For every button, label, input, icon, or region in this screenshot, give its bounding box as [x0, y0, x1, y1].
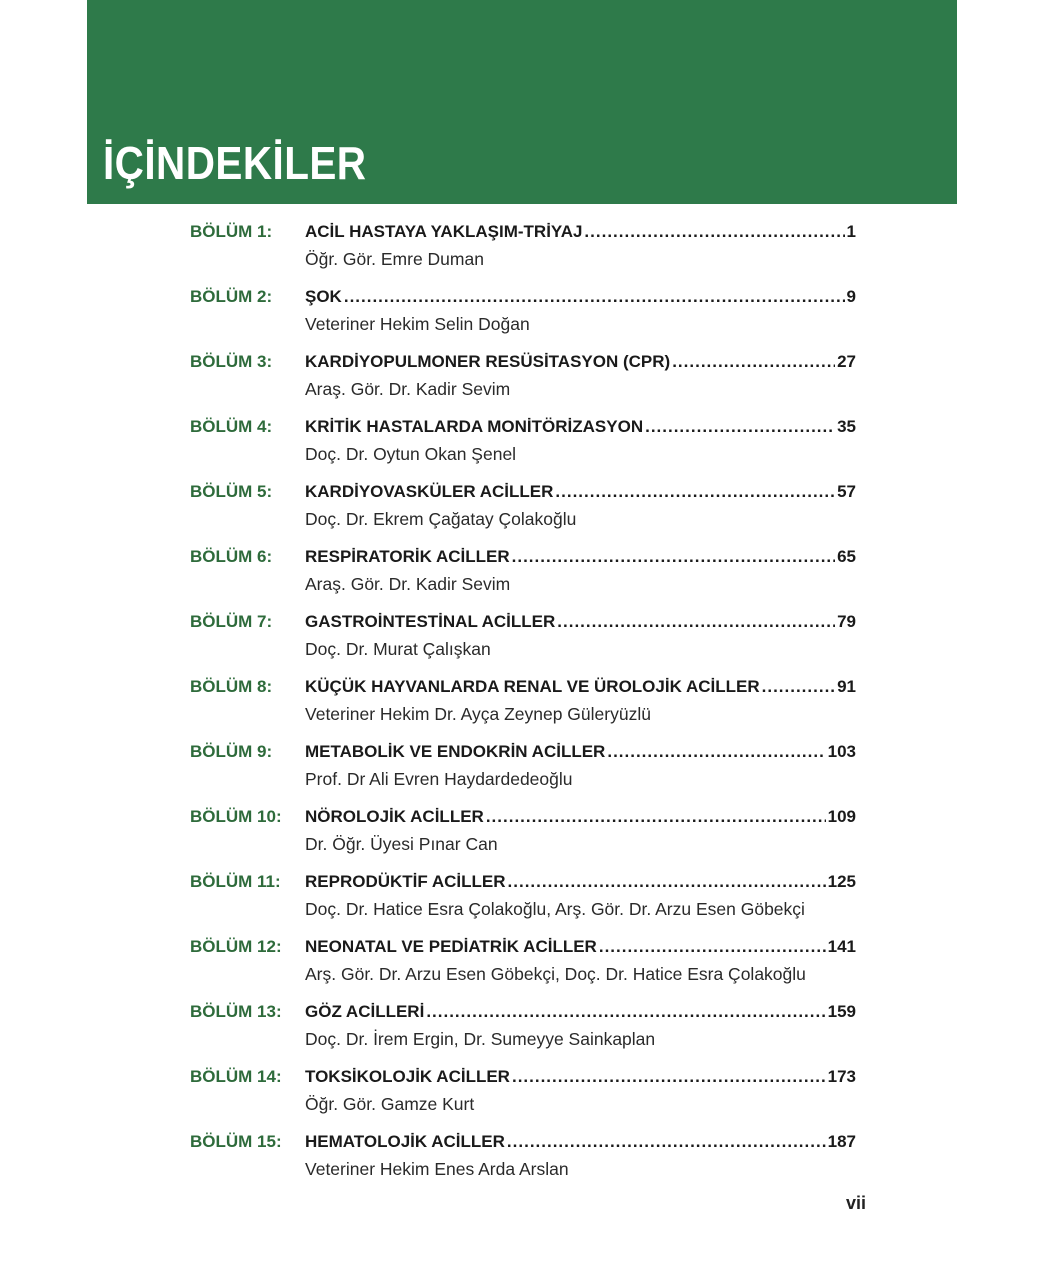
chapter-author: Araş. Gör. Dr. Kadir Sevim	[305, 574, 511, 594]
chapter-title-line	[305, 222, 856, 242]
dot-leader	[557, 612, 835, 632]
chapter-title-line	[305, 1132, 856, 1152]
toc-entry[interactable]	[190, 803, 856, 868]
chapter-title-line	[305, 937, 856, 957]
chapter-author: Doç. Dr. Oytun Okan Şenel	[305, 444, 517, 464]
chapter-author: Doç. Dr. İrem Ergin, Dr. Sumeyye Sainkaplan	[305, 1029, 656, 1049]
chapter-title[interactable]: ACİL HASTAYA YAKLAŞIM-TRİYAJ	[305, 222, 583, 241]
toc-entry[interactable]	[190, 478, 856, 543]
dot-leader	[508, 872, 826, 892]
dot-leader	[599, 937, 826, 957]
chapter-page-number[interactable]: 187	[827, 1132, 856, 1151]
chapter-title[interactable]: KÜÇÜK HAYVANLARDA RENAL VE ÜROLOJİK ACİLLER	[305, 677, 760, 696]
chapter-label: BÖLÜM 5:	[190, 482, 273, 501]
chapter-label: BÖLÜM 8:	[190, 677, 273, 696]
chapter-title-line	[305, 352, 856, 372]
chapter-author: Araş. Gör. Dr. Kadir Sevim	[305, 379, 511, 399]
dot-leader	[486, 807, 826, 827]
chapter-page-number[interactable]: 65	[837, 547, 856, 566]
chapter-author: Öğr. Gör. Emre Duman	[305, 249, 484, 269]
chapter-title[interactable]: KRİTİK HASTALARDA MONİTÖRİZASYON	[305, 417, 644, 436]
chapter-title-line	[305, 287, 856, 307]
dot-leader	[555, 482, 835, 502]
chapter-author: Dr. Öğr. Üyesi Pınar Can	[305, 834, 498, 854]
chapter-author: Arş. Gör. Dr. Arzu Esen Göbekçi, Doç. Dr. Hatice Esra Çolakoğlu	[305, 964, 806, 984]
chapter-label: BÖLÜM 4:	[190, 417, 273, 436]
toc-entry[interactable]	[190, 933, 856, 998]
chapter-title-line	[305, 807, 856, 827]
chapter-author: Doç. Dr. Hatice Esra Çolakoğlu, Arş. Gör. Dr. Arzu Esen Göbekçi	[305, 899, 805, 919]
dot-leader	[762, 677, 835, 697]
chapter-label: BÖLÜM 12:	[190, 937, 282, 956]
chapter-title-line	[305, 417, 856, 437]
chapter-title[interactable]: TOKSİKOLOJİK ACİLLER	[305, 1067, 510, 1086]
chapter-page-number[interactable]: 125	[827, 872, 856, 891]
chapter-page-number[interactable]: 109	[827, 807, 856, 826]
chapter-title[interactable]: GÖZ ACİLLERİ	[305, 1002, 425, 1021]
toc-entry[interactable]	[190, 738, 856, 803]
toc-entry[interactable]	[190, 543, 856, 608]
chapter-title[interactable]: GASTROİNTESTİNAL ACİLLER	[305, 612, 556, 631]
chapter-author: Prof. Dr Ali Evren Haydardedeoğlu	[305, 769, 573, 789]
chapter-page-number[interactable]: 9	[846, 287, 856, 306]
dot-leader	[672, 352, 835, 372]
chapter-title[interactable]: ŞOK	[305, 287, 342, 306]
toc-entry[interactable]	[190, 673, 856, 738]
chapter-title[interactable]: RESPİRATORİK ACİLLER	[305, 547, 510, 566]
toc-entry[interactable]	[190, 1128, 856, 1193]
chapter-title-line	[305, 872, 856, 892]
chapter-title-line	[305, 612, 856, 632]
chapter-page-number[interactable]: 1	[846, 222, 856, 241]
chapter-page-number[interactable]: 57	[837, 482, 856, 501]
dot-leader	[344, 287, 845, 307]
chapter-author: Öğr. Gör. Gamze Kurt	[305, 1094, 475, 1114]
chapter-page-number[interactable]: 141	[827, 937, 856, 956]
toc-entry[interactable]	[190, 218, 856, 283]
chapter-author: Veteriner Hekim Selin Doğan	[305, 314, 530, 334]
chapter-label: BÖLÜM 13:	[190, 1002, 282, 1021]
page-number: vii	[846, 1193, 867, 1213]
dot-leader	[507, 1132, 826, 1152]
chapter-label: BÖLÜM 3:	[190, 352, 273, 371]
dot-leader	[584, 222, 844, 242]
chapter-author: Doç. Dr. Ekrem Çağatay Çolakoğlu	[305, 509, 577, 529]
page-title: İÇİNDEKİLER	[103, 137, 367, 189]
chapter-label: BÖLÜM 10:	[190, 807, 282, 826]
toc-entry[interactable]	[190, 413, 856, 478]
chapter-title-line	[305, 742, 856, 762]
chapter-page-number[interactable]: 103	[827, 742, 856, 761]
chapter-label: BÖLÜM 14:	[190, 1067, 282, 1086]
chapter-title[interactable]: KARDİYOPULMONER RESÜSİTASYON (CPR)	[305, 352, 671, 371]
chapter-label: BÖLÜM 1:	[190, 222, 273, 241]
chapter-page-number[interactable]: 159	[827, 1002, 856, 1021]
chapter-label: BÖLÜM 6:	[190, 547, 273, 566]
chapter-label: BÖLÜM 7:	[190, 612, 273, 631]
chapter-label: BÖLÜM 2:	[190, 287, 273, 306]
chapter-page-number[interactable]: 27	[837, 352, 856, 371]
toc-entry[interactable]	[190, 283, 856, 348]
chapter-label: BÖLÜM 15:	[190, 1132, 282, 1151]
chapter-title-line	[305, 482, 856, 502]
chapter-title[interactable]: REPRODÜKTİF ACİLLER	[305, 872, 506, 891]
chapter-label: BÖLÜM 11:	[190, 872, 281, 891]
chapter-author: Doç. Dr. Murat Çalışkan	[305, 639, 491, 659]
chapter-title-line	[305, 547, 856, 567]
dot-leader	[426, 1002, 825, 1022]
chapter-page-number[interactable]: 91	[837, 677, 856, 696]
toc-entry[interactable]	[190, 1063, 856, 1128]
chapter-page-number[interactable]: 79	[837, 612, 856, 631]
chapter-title[interactable]: NÖROLOJİK ACİLLER	[305, 807, 484, 826]
toc-entry[interactable]	[190, 998, 856, 1063]
toc-entry[interactable]	[190, 868, 856, 933]
dot-leader	[512, 547, 835, 567]
chapter-title[interactable]: NEONATAL VE PEDİATRİK ACİLLER	[305, 937, 597, 956]
chapter-author: Veteriner Hekim Enes Arda Arslan	[305, 1159, 569, 1179]
chapter-label: BÖLÜM 9:	[190, 742, 273, 761]
chapter-title[interactable]: METABOLİK VE ENDOKRİN ACİLLER	[305, 742, 606, 761]
dot-leader	[512, 1067, 826, 1087]
table-of-contents	[190, 218, 856, 1193]
chapter-author: Veteriner Hekim Dr. Ayça Zeynep Güleryüzlü	[305, 704, 651, 724]
chapter-title[interactable]: KARDİYOVASKÜLER ACİLLER	[305, 482, 554, 501]
chapter-title-line	[305, 1002, 856, 1022]
dot-leader	[645, 417, 835, 437]
dot-leader	[607, 742, 825, 762]
chapter-page-number[interactable]: 35	[837, 417, 856, 436]
toc-entry[interactable]	[190, 348, 856, 413]
toc-entry[interactable]	[190, 608, 856, 673]
chapter-page-number[interactable]: 173	[827, 1067, 856, 1086]
chapter-title-line	[305, 677, 856, 697]
chapter-title[interactable]: HEMATOLOJİK ACİLLER	[305, 1132, 505, 1151]
chapter-title-line	[305, 1067, 856, 1087]
